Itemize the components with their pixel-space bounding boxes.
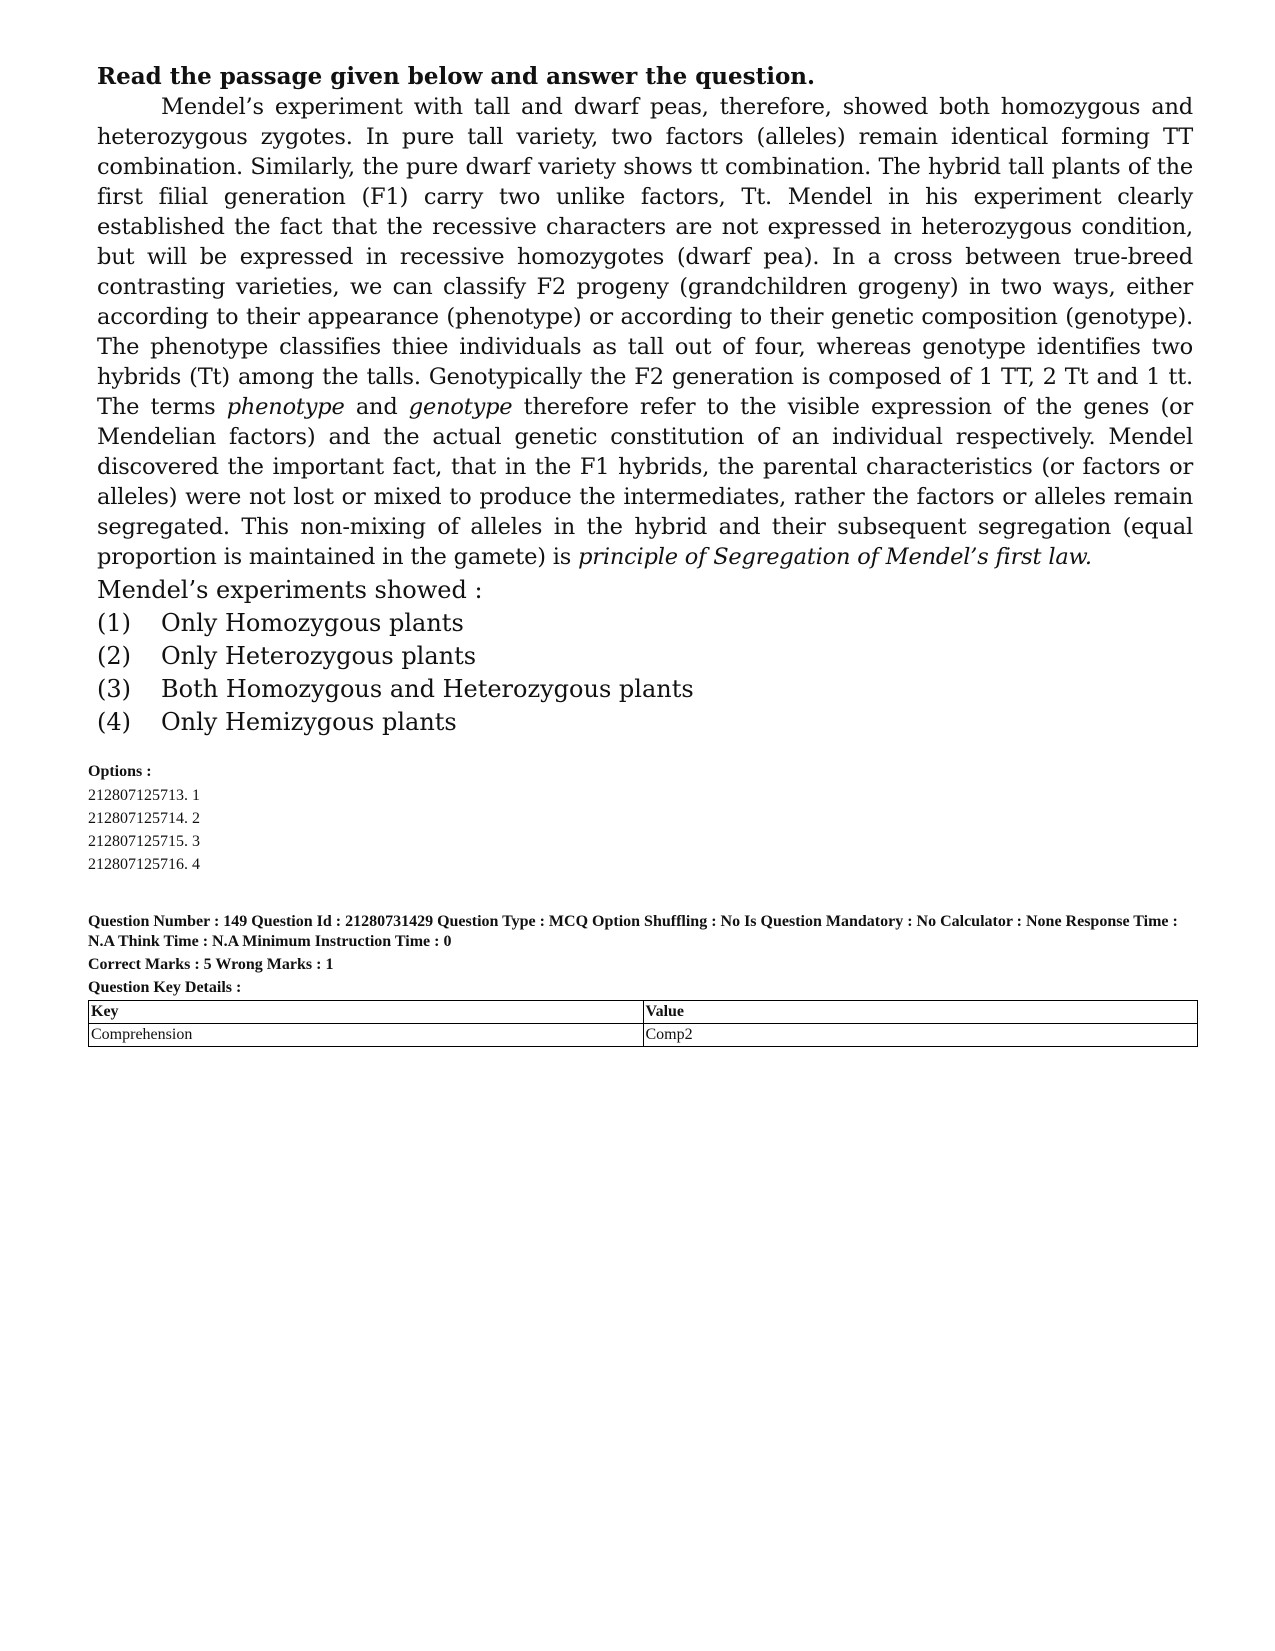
choice-item <box>97 640 1193 673</box>
value-header: Value <box>643 1001 1198 1024</box>
passage-italic-principle: principle of Segregation of Mendel’s first law. <box>578 544 1092 570</box>
choice-text: Only Hemizygous plants <box>161 708 457 736</box>
choice-text: Both Homozygous and Heterozygous plants <box>161 675 694 703</box>
options-title: Options : <box>88 763 152 780</box>
option-id-line: 212807125714. 2 <box>88 810 200 827</box>
choice-text: Only Heterozygous plants <box>161 642 477 670</box>
option-id-line: 212807125715. 3 <box>88 833 200 850</box>
key-table-header-row <box>89 1001 1198 1024</box>
choice-number: (1) <box>97 609 131 637</box>
question-stem: Mendel’s experiments showed : <box>97 576 483 604</box>
passage-block <box>97 62 1193 739</box>
key-header: Key <box>89 1001 644 1024</box>
choice-number: (3) <box>97 675 131 703</box>
value-cell: Comp2 <box>643 1024 1198 1047</box>
choice-text: Only Homozygous plants <box>161 609 464 637</box>
passage-part-3: therefore refer to the visible expression of the genes (or Mendelian factors) and the actual genetic constitution of an individual respectively. Mendel discovered the important fact, that in the F1 hybrids, the parental characteristics (or factors or alleles) were not lost or mixed to produce the intermediates, rather the factors or alleles remain segregated. This non-mixing of alleles in the hybrid and their subsequent segregation (equal proportion is maintained in the gamete) is <box>97 394 1193 570</box>
option-id-line: 212807125716. 4 <box>88 856 200 873</box>
choice-number: (4) <box>97 708 131 736</box>
choice-number: (2) <box>97 642 131 670</box>
option-id-line: 212807125713. 1 <box>88 787 200 804</box>
passage-part-1: Mendel’s experiment with tall and dwarf peas, therefore, showed both homozygous and heterozygous zygotes. In pure tall variety, two factors (alleles) remain identical forming TT combination. Similarly, the pure dwarf variety shows tt combination. The hybrid tall plants of the first filial generation (F1) carry two unlike factors, Tt. Mendel in his experiment clearly established the fact that the recessive characters are not expressed in heterozygous condition, but will be expressed in recessive homozygotes (dwarf pea). In a cross between true-breed contrasting varieties, we can classify F2 progeny (grandchildren grogeny) in two ways, either according to their appearance (phenotype) or according to their genetic composition (genotype). The phenotype classifies thiee individuals as tall out of four, whereas genotype identifies two hybrids (Tt) among the talls. Genotypically the F2 generation is composed of 1 TT, 2 Tt and 1 tt. The terms <box>97 94 1193 420</box>
choice-item <box>97 706 1193 739</box>
choice-item <box>97 607 1193 640</box>
passage-italic-genotype: genotype <box>408 394 513 420</box>
options-block <box>88 762 200 878</box>
passage-text <box>97 92 1193 572</box>
instruction-heading: Read the passage given below and answer the question. <box>97 63 816 90</box>
passage-part-2: and <box>344 394 409 420</box>
choice-item <box>97 673 1193 706</box>
passage-italic-phenotype: phenotype <box>226 394 345 420</box>
question-info-line: Question Number : 149 Question Id : 21280731429 Question Type : MCQ Option Shuffling : No Is Question Mandatory : No Calculator : None Response Time : N.A Think Time : N.A Minimum Instruction Time : 0 <box>88 913 1178 950</box>
key-cell: Comprehension <box>89 1024 644 1047</box>
marks-line: Correct Marks : 5 Wrong Marks : 1 <box>88 956 334 973</box>
key-details-title: Question Key Details : <box>88 979 242 996</box>
table-row <box>89 1024 1198 1047</box>
question-info-block <box>88 912 1198 1047</box>
key-table <box>88 1000 1198 1047</box>
choice-list <box>97 607 1193 739</box>
